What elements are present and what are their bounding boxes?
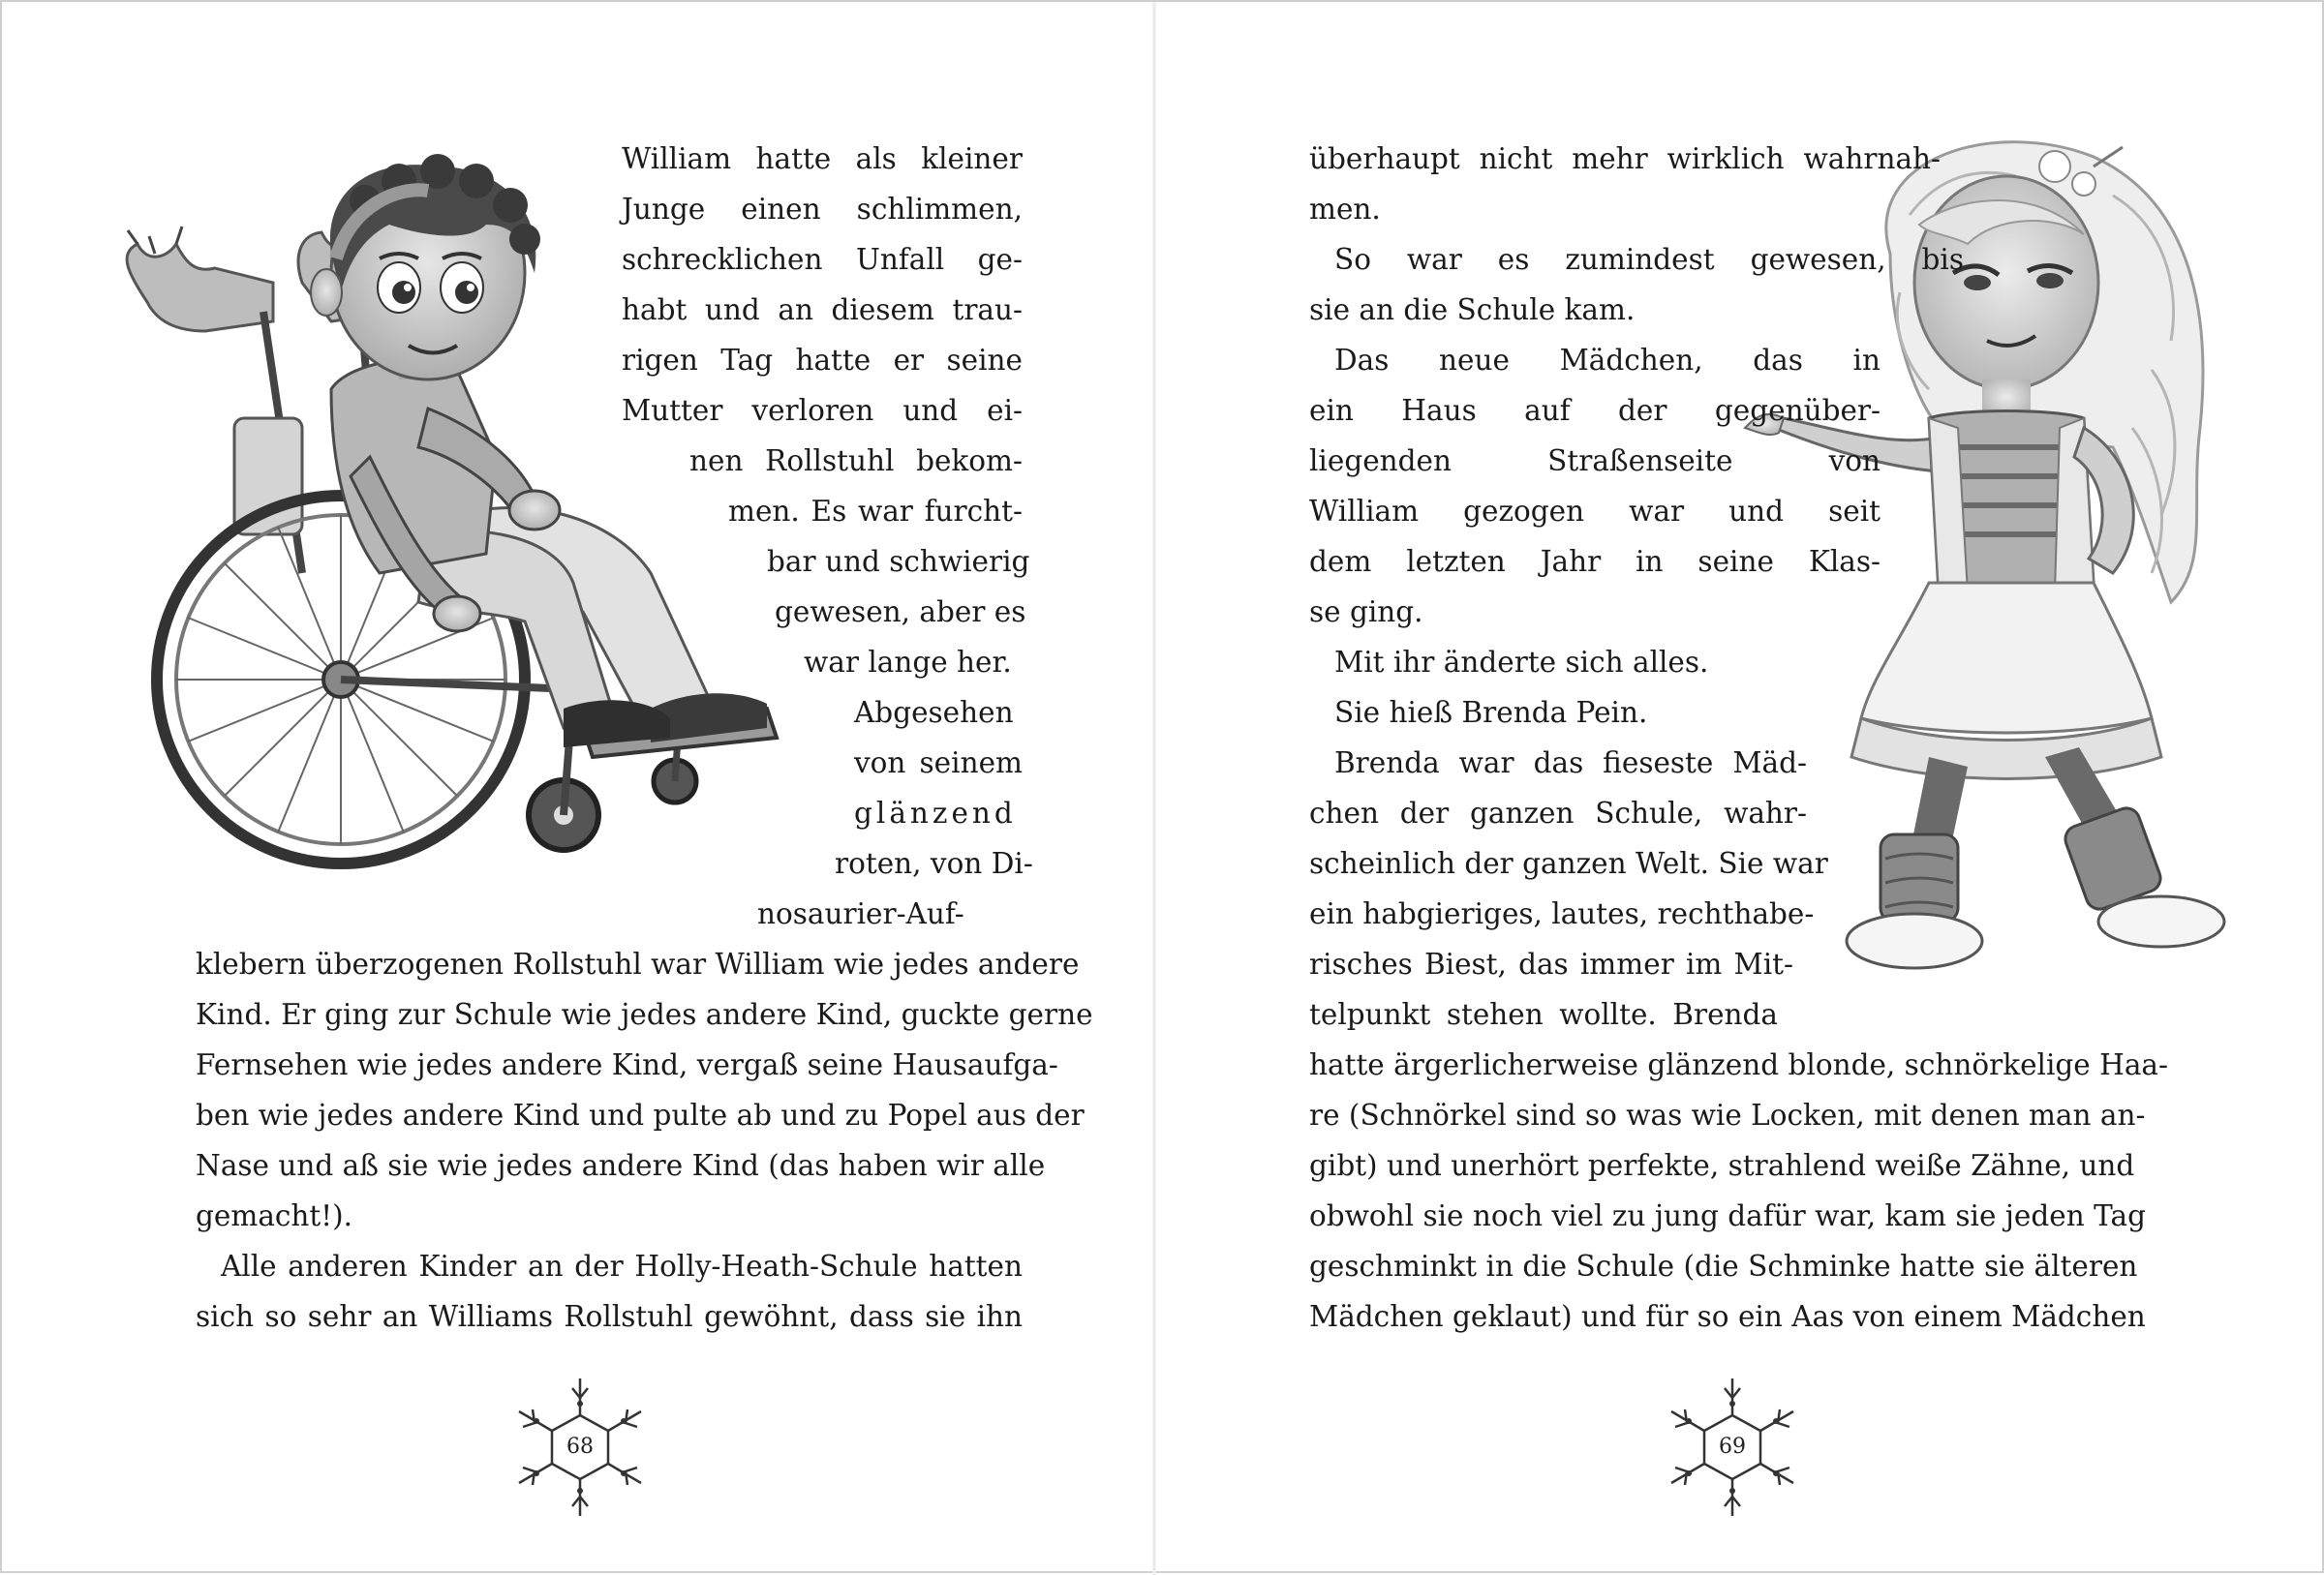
text-line: war lange her.: [804, 646, 1012, 679]
text-line: ein Haus auf der gegenüber-: [1309, 394, 1881, 427]
text-line: habt und an diesem trau-: [622, 293, 1023, 326]
text-line: klebern überzogenen Rollstuhl war William wie jedes andere: [196, 948, 1080, 981]
text-line: hatte ärgerlicherweise glänzend blonde, schnörkelige Haa-: [1309, 1048, 2168, 1081]
text-line: schrecklichen Unfall ge-: [622, 243, 1023, 276]
right-text-narrow: [1309, 335, 1881, 738]
text-line: Fernsehen wie jedes andere Kind, vergaß seine Hausaufga-: [196, 1048, 1058, 1081]
text-line: überhaupt nicht mehr wirklich wahrnah-: [1309, 142, 1941, 175]
right-text-mid: [1309, 234, 1999, 335]
text-line: William gezogen war und seit: [1309, 495, 1881, 528]
text-line: rigen Tag hatte er seine: [622, 344, 1023, 377]
text-line: geschminkt in die Schule (die Schminke hatte sie älteren: [1309, 1250, 2138, 1283]
text-line: Abgesehen: [854, 696, 1014, 729]
text-line: sich so sehr an Williams Rollstuhl gewöhnt, dass sie ihn: [196, 1300, 1023, 1333]
text-line: chen der ganzen Schule, wahr-: [1309, 797, 1807, 830]
text-line: roten, von Di-: [835, 847, 1033, 880]
text-line: William hatte als kleiner: [622, 142, 1023, 175]
text-line: Mädchen geklaut) und für so ein Aas von einem Mädchen: [1309, 1300, 2146, 1333]
left-text-full: [196, 939, 1093, 1342]
text-line: Nase und aß sie wie jedes andere Kind (das haben wir alle: [196, 1149, 1046, 1182]
page-number: 68: [566, 1435, 594, 1459]
text-line: So war es zumindest gewesen, bis: [1334, 243, 1964, 276]
text-line: glänzend: [854, 797, 1017, 830]
text-line: obwohl sie noch viel zu jung dafür war, kam sie jeden Tag: [1309, 1199, 2146, 1232]
text-line: Kind. Er ging zur Schule wie jedes andere Kind, guckte gerne: [196, 998, 1093, 1031]
page-number: 69: [1719, 1435, 1746, 1459]
right-text-top: [1309, 134, 1941, 234]
page-number-ornament: [507, 1375, 653, 1520]
text-line: Mutter verloren und ei-: [622, 394, 1023, 427]
left-page: [2, 2, 1154, 1575]
text-line: scheinlich der ganzen Welt. Sie war: [1309, 847, 1828, 880]
text-line: Brenda war das fieseste Mäd-: [1334, 746, 1807, 779]
text-line: von seinem: [854, 746, 1023, 779]
text-line: Alle anderen Kinder an der Holly-Heath-Schule hatten: [221, 1250, 1023, 1283]
page-number-ornament: [1660, 1375, 1805, 1520]
text-line: men. Es war furcht-: [728, 495, 1023, 528]
text-line: ein habgieriges, lautes, rechthabe-: [1309, 897, 1815, 930]
right-text-full: [1309, 1040, 2168, 1342]
right-text-lower: [1309, 738, 1960, 1040]
text-line: telpunkt stehen wollte. Brenda: [1309, 998, 1778, 1031]
text-line: gemacht!).: [196, 1199, 353, 1232]
text-line: gewesen, aber es: [775, 595, 1026, 628]
text-line: re (Schnörkel sind so was wie Locken, mit denen man an-: [1309, 1099, 2146, 1132]
text-line: nen Rollstuhl bekom-: [689, 444, 1023, 477]
text-line: liegenden Straßenseite von: [1309, 444, 1881, 477]
text-line: dem letzten Jahr in seine Klas-: [1309, 545, 1881, 578]
text-line: ben wie jedes andere Kind und pulte ab und zu Popel aus der: [196, 1099, 1085, 1132]
text-line: se ging.: [1309, 595, 1423, 628]
text-line: Sie hieß Brenda Pein.: [1334, 696, 1648, 729]
left-text-narrow: [757, 687, 1023, 788]
text-line: men.: [1309, 193, 1381, 226]
right-page: [1154, 2, 2307, 1575]
text-line: gibt) und unerhört perfekte, strahlend weiße Zähne, und: [1309, 1149, 2135, 1182]
left-text-mid: [757, 788, 1033, 939]
text-line: Das neue Mädchen, das in: [1334, 344, 1881, 377]
text-line: sie an die Schule kam.: [1309, 293, 1636, 326]
text-line: bar und schwierig: [767, 545, 1030, 578]
text-line: risches Biest, das immer im Mit-: [1309, 948, 1793, 981]
left-text-top: [622, 134, 1030, 687]
text-line: Mit ihr änderte sich alles.: [1334, 646, 1709, 679]
text-line: nosaurier-Auf-: [757, 897, 964, 930]
text-line: Junge einen schlimmen,: [622, 193, 1023, 226]
